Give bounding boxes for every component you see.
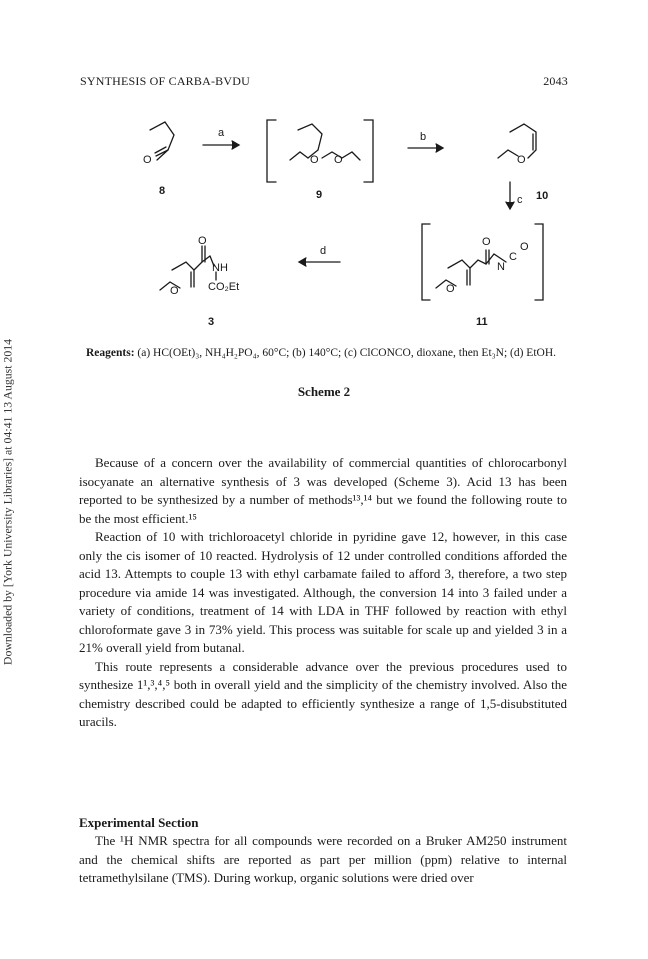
paragraph: The ¹H NMR spectra for all compounds were recorded on a Bruker AM250 instrument and the chemical shifts are reported as part per million (ppm) relative to internal tetramethylsilane (TMS). During workup, organic solutions were dried over [79, 833, 567, 885]
atom-O-9b: O [334, 154, 343, 166]
structure-9 [290, 124, 360, 160]
label-10: 10 [536, 190, 549, 202]
atom-O-11c: O [446, 283, 455, 295]
atom-O-3b: O [170, 285, 179, 297]
atom-O-9a: O [310, 154, 319, 166]
reagents-label: Reagents: [86, 347, 135, 359]
paragraph: Reaction of 10 with trichloroacetyl chloride in pyridine gave 12, however, in this case only the cis isomer of 10 reacted. Hydrolysis of 12 under controlled conditions afforded the acid 13. Attempts to couple 13 with ethyl carbamate failed to afford 3, therefore, a two step procedure via amide 14 was investigated. Although, the conversion 14 into 3 failed under a variety of conditions, treatment of 14 with LDA in THF followed by reaction with ethyl chloroformate gave 3 in 73% yield. This process was suitable for scale up and yielded 3 in a 21% overall yield from butanal. [79, 529, 567, 655]
label-3: 3 [208, 316, 215, 328]
arrow-step-c [506, 182, 514, 209]
atom-O-3a: O [198, 235, 207, 247]
structure-10 [498, 124, 536, 158]
label-8: 8 [159, 185, 166, 197]
atom-O-11b: O [520, 241, 529, 253]
structure-8 [150, 122, 174, 160]
running-title: SYNTHESIS OF CARBA-BVDU [80, 74, 250, 88]
section-heading: Experimental Section [79, 815, 199, 830]
paragraph: Because of a concern over the availability of commercial quantities of chlorocarbonyl isocyanate an alternative synthesis of 3 was developed (Scheme 3). Acid 13 has been reported to be synthesized by a number of methods¹³,¹⁴ but we found the following route to be the most efficient.¹⁵ [79, 455, 567, 526]
arrow-step-a [203, 141, 239, 149]
atom-NH-3: NH [212, 262, 228, 274]
ester-group-3: CO₂Et [208, 281, 240, 293]
arrow-step-b [408, 144, 443, 152]
arrow-step-d [299, 258, 340, 266]
reagents-text: (a) HC(OEt)₃, NH₄H₂PO₄, 60°C; (b) 140°C; (c) ClCONCO, dioxane, then Et₃N; (d) EtOH. [137, 347, 557, 359]
page-number: 2043 [543, 74, 568, 88]
label-11: 11 [476, 316, 488, 328]
label-9: 9 [316, 189, 323, 201]
label-step-c: c [517, 194, 523, 206]
reagents-caption [86, 347, 586, 359]
atom-C-11: C [509, 251, 517, 263]
atom-O-11a: O [482, 236, 491, 248]
experimental-text [79, 832, 567, 888]
download-watermark [0, 292, 16, 712]
atom-O-10: O [517, 154, 526, 166]
atom-N-11: N [497, 261, 505, 273]
label-step-d: d [320, 245, 327, 257]
scheme-title: Scheme 2 [297, 384, 351, 399]
label-step-b: b [420, 131, 427, 143]
download-note: Downloaded by [York University Libraries] at 04:41 13 August 2014 [0, 338, 15, 666]
atom-O-8: O [143, 154, 152, 166]
bracket-9 [267, 120, 373, 182]
reaction-scheme [0, 0, 648, 345]
paragraph: This route represents a considerable advance over the previous procedures used to synthesize 1¹,³,⁴,⁵ both in overall yield and the simplicity of the chemistry involved. Also the chemistry described could be adapted to efficiently synthesize a range of 1,5-disubstituted uracils. [79, 658, 567, 729]
body-text [79, 454, 567, 732]
label-step-a: a [218, 127, 225, 139]
